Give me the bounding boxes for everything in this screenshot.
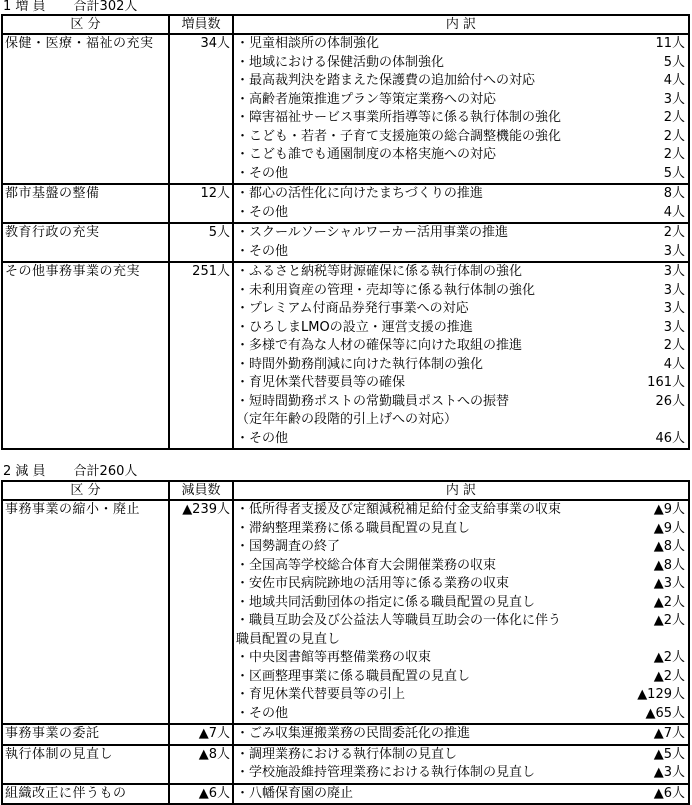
list-item: [236, 649, 686, 668]
item-text: 職員配置の見直し: [236, 631, 341, 647]
list-item: [236, 538, 686, 557]
item-count: 3人: [663, 243, 685, 259]
list-item: [236, 393, 686, 412]
list-item: [236, 356, 686, 375]
list-item: [236, 668, 686, 687]
item-text: ・滞納整理業務に係る職員配置の見直し: [236, 520, 471, 536]
item-count: 2人: [663, 338, 685, 353]
list-item: [236, 109, 686, 128]
list-item: [236, 300, 686, 319]
item-count: 3人: [663, 319, 685, 335]
list-item: [236, 128, 686, 147]
item-count: 161人: [647, 375, 685, 390]
list-item: [236, 282, 686, 301]
category-label: 保健・医療・福祉の充実: [5, 36, 154, 51]
item-text: ・その他: [236, 165, 289, 181]
item-count: 3人: [663, 264, 685, 279]
increase-title: 1 増 員: [3, 0, 46, 14]
header-count: 減員数: [169, 481, 233, 500]
item-text: ・こども誰でも通園制度の本格実施への対応: [236, 147, 497, 162]
list-item: [236, 263, 686, 282]
category-label: 事務事業の委託: [5, 726, 100, 741]
item-count: ▲2人: [653, 650, 685, 665]
item-count: ▲2人: [653, 668, 685, 684]
list-item: [236, 411, 686, 430]
list-item: [236, 224, 686, 243]
category-count: ▲239人: [182, 502, 230, 517]
item-text: ・ふるさと納税等財源確保に係る執行体制の強化: [236, 264, 523, 279]
item-count: ▲6人: [653, 785, 685, 801]
item-text: ・地域共同活動団体の指定に係る職員配置の見直し: [236, 594, 536, 610]
table-row: [2, 784, 689, 805]
list-item: [236, 594, 686, 613]
item-text: ・区画整理事業に係る職員配置の見直し: [236, 668, 471, 684]
item-count: ▲3人: [653, 765, 685, 780]
item-count: ▲129人: [637, 687, 685, 702]
decrease-table: [1, 480, 690, 805]
item-count: ▲8人: [653, 539, 685, 554]
header-detail: 内 訳: [233, 15, 689, 34]
item-text: ・その他: [236, 430, 289, 446]
item-text: ・中央図書館等再整備業務の収束: [236, 650, 432, 665]
item-count: 5人: [663, 54, 685, 70]
item-count: ▲9人: [653, 502, 685, 517]
item-text: ・その他: [236, 243, 289, 259]
item-text: ・最高裁判決を踏まえた保護費の追加給付への対応: [236, 73, 536, 88]
item-count: 2人: [663, 110, 685, 125]
category-count: 34人: [200, 36, 230, 51]
list-item: [236, 243, 686, 262]
item-text: ・障害福祉サービス事業所指導等に係る執行体制の強化: [236, 110, 562, 125]
list-item: [236, 764, 686, 783]
list-item: [236, 785, 686, 804]
list-item: [236, 146, 686, 165]
item-text: ・職員互助会及び公益法人等職員互助会の一体化に伴う: [236, 613, 562, 628]
decrease-total: 合計260人: [73, 464, 138, 479]
table-row: [2, 724, 689, 745]
item-text: ・国勢調査の終了: [236, 539, 341, 554]
item-count: 5人: [663, 165, 685, 181]
category-count: ▲8人: [198, 746, 230, 762]
list-item: [236, 430, 686, 449]
item-text: ・時間外勤務削減に向けた執行体制の強化: [236, 356, 484, 372]
list-item: [236, 35, 686, 54]
table-row: [2, 500, 689, 724]
header-category: 区 分: [2, 481, 169, 500]
list-item: [236, 54, 686, 73]
item-count: 3人: [663, 301, 685, 316]
item-text: ・育児休業代替要員等の確保: [236, 375, 406, 390]
item-text: ・スクールソーシャルワーカー活用事業の推進: [236, 225, 508, 240]
item-count: 26人: [655, 393, 685, 409]
item-count: 2人: [663, 128, 685, 144]
item-text: ・プレミアム付商品券発行事業への対応: [236, 301, 469, 316]
list-item: [236, 501, 686, 520]
item-text: （定年年齢の段階的引上げへの対応）: [236, 412, 458, 427]
list-item: [236, 165, 686, 184]
item-count: ▲5人: [653, 746, 685, 762]
item-text: ・都心の活性化に向けたまちづくりの推進: [236, 186, 483, 201]
item-count: ▲3人: [653, 576, 685, 591]
list-item: [236, 612, 686, 631]
list-item: [236, 204, 686, 223]
table-row: [2, 223, 689, 262]
item-count: 2人: [663, 225, 685, 240]
table-row: [2, 262, 689, 449]
item-text: ・地域における保健活動の体制強化: [236, 54, 445, 70]
list-item: [236, 631, 686, 650]
category-count: 5人: [208, 225, 230, 240]
list-item: [236, 705, 686, 724]
header-count: 増員数: [169, 15, 233, 34]
list-item: [236, 575, 686, 594]
item-text: ・高齢者施策推進プラン等策定業務への対応: [236, 91, 497, 107]
category-count: 251人: [192, 264, 230, 279]
item-text: ・育児休業代替要員等の引上: [236, 687, 406, 702]
list-item: [236, 725, 686, 744]
list-item: [236, 337, 686, 356]
item-text: ・学校施設維持管理業務における執行体制の見直し: [236, 765, 536, 780]
category-label: 組織改正に伴うもの: [5, 785, 127, 801]
increase-table: [1, 14, 690, 450]
category-count: 12人: [200, 186, 230, 201]
item-text: ・その他: [236, 705, 289, 721]
table-row: [2, 184, 689, 223]
item-text: ・ひろしまLMOの設立・運営支援の推進: [236, 319, 473, 335]
item-text: ・未利用資産の管理・売却等に係る執行体制の強化: [236, 282, 536, 298]
list-item: [236, 374, 686, 393]
list-item: [236, 557, 686, 576]
table-row: [2, 745, 689, 784]
category-label: 教育行政の充実: [5, 225, 100, 240]
item-text: ・こども・若者・子育て支援施策の総合調整機能の強化: [236, 128, 562, 144]
item-text: ・短時間勤務ポストの常勤職員ポストへの振替: [236, 393, 510, 409]
item-count: ▲2人: [653, 594, 685, 610]
item-text: ・その他: [236, 204, 289, 220]
item-count: 4人: [663, 356, 685, 372]
header-category: 区 分: [2, 15, 169, 34]
item-text: ・多様で有為な人材の確保等に向けた取組の推進: [236, 338, 523, 353]
decrease-title: 2 減 員: [3, 464, 46, 479]
increase-section-title: [3, 0, 137, 14]
list-item: [236, 91, 686, 110]
item-text: ・全国高等学校総合体育大会開催業務の収束: [236, 557, 497, 573]
item-count: 2人: [663, 147, 685, 162]
table-row: [2, 34, 689, 184]
item-text: ・児童相談所の体制強化: [236, 36, 380, 51]
list-item: [236, 686, 686, 705]
item-count: ▲9人: [653, 520, 685, 536]
item-text: ・ごみ収集運搬業務の民間委託化の推進: [236, 726, 471, 741]
item-text: ・安佐市民病院跡地の活用等に係る業務の収束: [236, 576, 510, 591]
item-count: 3人: [663, 91, 685, 107]
item-count: ▲7人: [653, 726, 685, 741]
category-label: 執行体制の見直し: [5, 746, 114, 762]
item-count: [685, 411, 686, 430]
category-count: ▲6人: [198, 785, 230, 801]
list-item: [236, 746, 686, 765]
item-count: ▲65人: [645, 705, 685, 721]
item-count: 46人: [655, 430, 685, 446]
item-count: ▲2人: [653, 613, 685, 628]
list-item: [236, 520, 686, 539]
item-count: 4人: [663, 73, 685, 88]
category-label: 事務事業の縮小・廃止: [5, 502, 141, 517]
list-item: [236, 319, 686, 338]
item-count: 4人: [663, 204, 685, 220]
list-item: [236, 185, 686, 204]
item-count: 3人: [663, 282, 685, 298]
item-text: ・低所得者支援及び定額減税補足給付金支給事業の収束: [236, 502, 562, 517]
header-detail: 内 訳: [233, 481, 689, 500]
list-item: [236, 72, 686, 91]
increase-total: 合計302人: [73, 0, 138, 14]
item-count: ▲8人: [653, 557, 685, 573]
item-count: 8人: [663, 186, 685, 201]
category-label: その他事務事業の充実: [5, 264, 141, 279]
decrease-section-title: [3, 464, 137, 479]
category-label: 都市基盤の整備: [5, 186, 100, 201]
item-count: 11人: [655, 36, 685, 51]
item-count: [685, 631, 686, 650]
item-text: ・調理業務における執行体制の見直し: [236, 746, 458, 762]
item-text: ・八幡保育園の廃止: [236, 785, 354, 801]
category-count: ▲7人: [198, 726, 230, 741]
